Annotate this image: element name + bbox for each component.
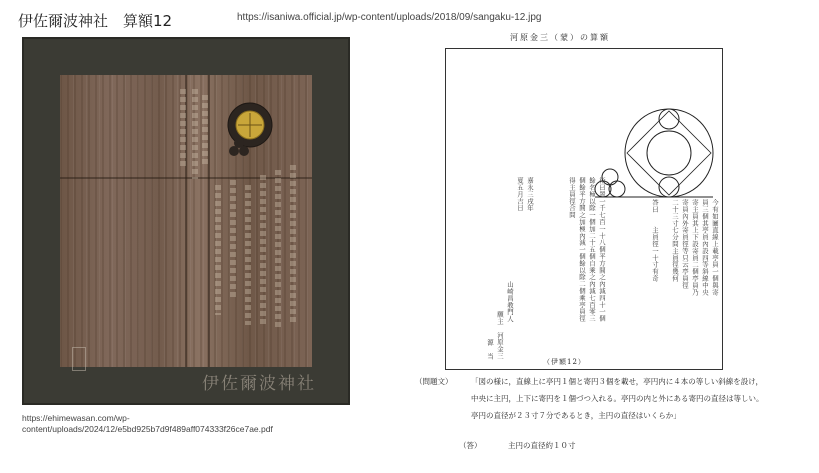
carved-text — [180, 89, 186, 169]
text-column: 今有如圖直線上載亭員一個與寄 — [711, 199, 719, 296]
figure-caption: （伊額12） — [543, 358, 586, 366]
carved-text — [192, 89, 198, 179]
carved-text — [290, 165, 296, 325]
text-column: 夏五月吉日 — [516, 177, 524, 212]
text-column: 得主員徑合問 — [568, 177, 576, 219]
sangaku-transcription-box — [445, 48, 723, 370]
carved-text — [260, 175, 266, 325]
geometry-diagram — [591, 91, 716, 201]
plaque-board — [60, 75, 312, 367]
text-column: 寄主員其上下設寄員二個亭員乃 — [691, 199, 699, 296]
document-scan — [398, 20, 810, 460]
answer-label: （答） — [459, 441, 482, 450]
text-column: 寄員內外寄員徑等只云亭員徑 — [681, 199, 689, 289]
carved-text — [230, 180, 236, 300]
board-seam — [208, 75, 210, 367]
text-column: 個餘平方開之加極內減一個餘以除二個乘亭員徑 — [578, 177, 586, 322]
question-label: （問題文） — [415, 377, 453, 386]
source-url-document: https://isaniwa.official.jp/wp-content/uploads/2018/09/sangaku-12.jpg — [237, 12, 542, 23]
text-column: 願主 河原金三 — [496, 311, 504, 360]
sangaku-plaque-photo — [22, 37, 350, 405]
text-column: 術曰置一千七百一十八個平方開之內減四十一個 — [598, 177, 606, 322]
sangaku-figure — [220, 95, 280, 175]
carved-text — [275, 170, 281, 330]
text-column: 嘉永三戌年 — [526, 177, 534, 212]
seal-stamp — [72, 347, 86, 371]
page-title: 伊佐爾波神社 算額12 — [18, 12, 173, 30]
question-line: 「図の様に，直線上に亭円１個と寄円３個を載せ，亭円内に４本の等しい斜線を設け， — [471, 377, 763, 386]
plaque-name: 伊佐爾波神社 — [202, 374, 316, 394]
text-column: 二十三寸七分問主員徑幾何 — [671, 199, 679, 282]
document-title: 河原金三（蒙）の算額 — [510, 33, 610, 42]
source-url-photo: https://ehimewasan.com/wp-content/uploads/2024/12/e5bd925b7d9f489aff074333f26ce7ae.pdf — [22, 413, 273, 434]
text-column: 源 当 — [486, 339, 494, 360]
question-line: 中央に主円，上下に寄円を１個づつ入れる。亭円の内と外にある寄円の直径は等しい。 — [471, 394, 764, 403]
carved-text — [202, 95, 208, 165]
answer-text: 主円の直径約１０寸 — [508, 441, 576, 450]
text-column: 山崎昌教門人 — [506, 281, 514, 323]
carved-text — [245, 185, 251, 325]
question-line: 亭円の直径が２３寸７分であるとき，主円の直径はいくらか」 — [471, 411, 681, 420]
carved-text — [215, 185, 221, 315]
text-column: 餘名極以除一個加二十五個自乘之內減七百零三 — [588, 177, 596, 322]
text-column: 答曰 主員徑一十寸有奇 — [651, 199, 659, 282]
text-column: 員三個其亭員內設四等斜線中央 — [701, 199, 709, 296]
